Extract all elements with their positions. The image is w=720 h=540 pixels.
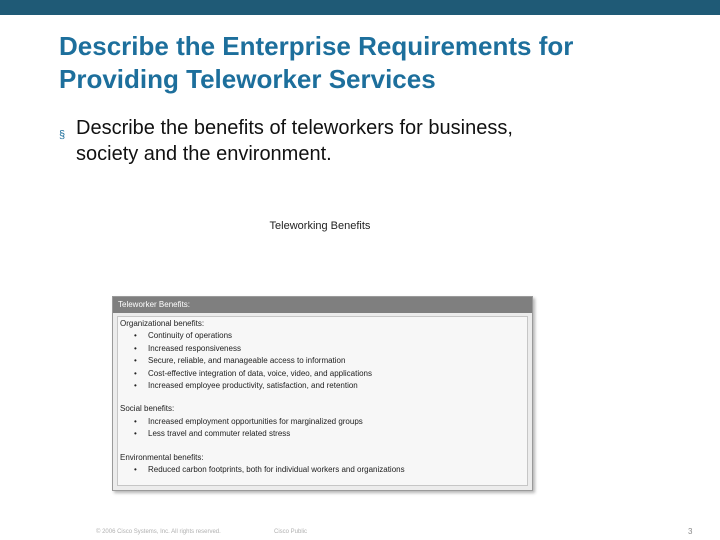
environmental-benefits-section <box>120 452 527 477</box>
footer-classification: Cisco Public <box>274 529 308 535</box>
list-item: • Cost-effective integration of data, voice, video, and applications <box>120 368 527 380</box>
bullet-dot-icon: • <box>134 368 137 378</box>
list-item: • Increased employment opportunities for marginalized groups <box>120 416 527 428</box>
list-item: • Secure, reliable, and manageable access to information <box>120 355 527 367</box>
square-bullet-icon: § <box>59 129 66 141</box>
bullet-dot-icon: • <box>134 429 137 439</box>
list-item: • Increased employee productivity, satisfaction, and retention <box>120 380 527 392</box>
slide-title <box>59 30 709 96</box>
organizational-benefits-section <box>120 318 527 392</box>
section-title: Social benefits: <box>120 404 175 414</box>
panel-body <box>117 316 528 486</box>
bullet-dot-icon: • <box>134 331 137 341</box>
bullet-dot-icon: • <box>134 381 137 391</box>
bullet-dot-icon: • <box>134 356 137 366</box>
bullet-dot-icon: • <box>134 343 137 353</box>
slide-title-line-1: Describe the Enterprise Requirements for <box>59 31 574 61</box>
teleworker-benefits-panel <box>112 296 533 491</box>
list-item: • Less travel and commuter related stress <box>120 428 527 440</box>
bullet-dot-icon: • <box>134 416 137 426</box>
panel-header: Teleworker Benefits: <box>113 297 532 313</box>
section-title: Organizational benefits: <box>120 319 205 328</box>
section-title: Environmental benefits: <box>120 452 204 462</box>
top-accent-bar <box>0 0 720 15</box>
social-benefits-section <box>120 403 527 440</box>
slide-title-line-2: Providing Teleworker Services <box>59 64 436 94</box>
list-item: • Reduced carbon footprints, both for individual workers and organizations <box>120 464 527 476</box>
bullet-text-line-1: Describe the benefits of teleworkers for business, <box>76 117 513 139</box>
footer-copyright: © 2006 Cisco Systems, Inc. All rights reserved. <box>96 529 221 535</box>
list-item: • Continuity of operations <box>120 330 527 342</box>
main-bullet <box>59 115 659 167</box>
bullet-text-line-2: society and the environment. <box>76 143 332 165</box>
figure-caption: Teleworking Benefits <box>269 220 371 232</box>
bullet-dot-icon: • <box>134 465 137 475</box>
page-number: 3 <box>688 527 693 536</box>
list-item: • Increased responsiveness <box>120 343 527 355</box>
